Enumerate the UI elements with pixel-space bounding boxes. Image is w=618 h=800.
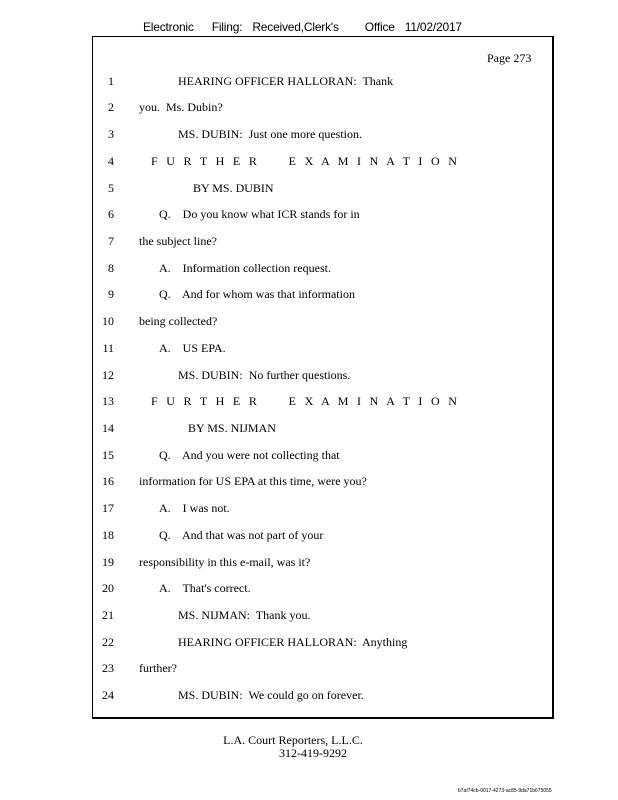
line-number: 6 bbox=[108, 207, 114, 221]
line-number: 9 bbox=[108, 287, 114, 301]
section-heading: F U R T H E R E X A M I N A T I O N bbox=[151, 154, 460, 168]
filing-header-office: Office bbox=[364, 20, 395, 34]
transcript-line bbox=[0, 367, 618, 383]
line-number: 24 bbox=[102, 688, 114, 702]
transcript-line bbox=[0, 634, 618, 650]
transcript-line bbox=[0, 527, 618, 543]
line-number: 13 bbox=[102, 394, 114, 408]
line-number: 22 bbox=[102, 635, 114, 649]
transcript-line bbox=[0, 554, 618, 570]
transcript-line bbox=[0, 580, 618, 596]
line-text: responsibility in this e-mail, was it? bbox=[139, 555, 311, 569]
line-text: Q. And for whom was that information bbox=[159, 287, 355, 301]
transcript-line bbox=[0, 393, 618, 409]
section-heading: F U R T H E R E X A M I N A T I O N bbox=[151, 394, 460, 408]
transcript-line bbox=[0, 260, 618, 276]
line-text: you. Ms. Dubin? bbox=[139, 100, 223, 114]
document-id: b7af74cb-0017-4273-ac85-9da71b675055 bbox=[458, 788, 552, 794]
line-text: further? bbox=[139, 661, 177, 675]
line-number: 23 bbox=[102, 661, 114, 675]
line-text: HEARING OFFICER HALLORAN: Anything bbox=[178, 635, 408, 649]
line-number: 8 bbox=[108, 261, 114, 275]
line-number: 10 bbox=[102, 314, 114, 328]
line-number: 12 bbox=[102, 368, 114, 382]
filing-header-filing: Filing: bbox=[211, 20, 243, 34]
line-number: 21 bbox=[102, 608, 114, 622]
line-text: MS. DUBIN: Just one more question. bbox=[178, 127, 362, 141]
transcript-line bbox=[0, 180, 618, 196]
line-text: BY MS. NIJMAN bbox=[188, 421, 276, 435]
transcript-line bbox=[0, 233, 618, 249]
transcript-line bbox=[0, 99, 618, 115]
page-number: Page 273 bbox=[487, 51, 532, 65]
line-number: 11 bbox=[102, 341, 114, 355]
footer-phone: 312-419-9292 bbox=[279, 746, 347, 760]
line-number: 15 bbox=[102, 448, 114, 462]
line-number: 16 bbox=[102, 474, 114, 488]
line-number: 14 bbox=[102, 421, 114, 435]
line-text: MS. DUBIN: No further questions. bbox=[178, 368, 351, 382]
filing-header-date: 11/02/2017 bbox=[404, 20, 462, 34]
line-number: 2 bbox=[108, 100, 114, 114]
line-text: being collected? bbox=[139, 314, 218, 328]
line-text: Q. And you were not collecting that bbox=[159, 448, 340, 462]
line-text: A. Information collection request. bbox=[159, 261, 331, 275]
transcript-line bbox=[0, 447, 618, 463]
line-number: 3 bbox=[108, 127, 114, 141]
line-text: MS. NIJMAN: Thank you. bbox=[178, 608, 311, 622]
line-text: BY MS. DUBIN bbox=[193, 181, 274, 195]
line-number: 5 bbox=[108, 181, 114, 195]
line-number: 18 bbox=[102, 528, 114, 542]
transcript-line bbox=[0, 286, 618, 302]
transcript-line bbox=[0, 473, 618, 489]
transcript-line bbox=[0, 500, 618, 516]
transcript-line bbox=[0, 126, 618, 142]
transcript-line bbox=[0, 687, 618, 703]
line-text: MS. DUBIN: We could go on forever. bbox=[178, 688, 364, 702]
transcript-line bbox=[0, 73, 618, 89]
line-text: HEARING OFFICER HALLORAN: Thank bbox=[178, 74, 394, 88]
line-text: A. I was not. bbox=[159, 501, 230, 515]
line-number: 1 bbox=[108, 74, 114, 88]
line-number: 20 bbox=[102, 581, 114, 595]
transcript-line bbox=[0, 153, 618, 169]
line-text: information for US EPA at this time, were you? bbox=[139, 474, 367, 488]
filing-header-received: Received,Clerk's bbox=[252, 20, 339, 34]
transcript-line bbox=[0, 607, 618, 623]
transcript-line bbox=[0, 420, 618, 436]
transcript-line bbox=[0, 313, 618, 329]
filing-header bbox=[143, 20, 462, 34]
transcript-line bbox=[0, 340, 618, 356]
line-number: 7 bbox=[108, 234, 114, 248]
line-number: 4 bbox=[108, 154, 114, 168]
transcript-line bbox=[0, 660, 618, 676]
line-text: Q. Do you know what ICR stands for in bbox=[159, 207, 360, 221]
line-number: 19 bbox=[102, 555, 114, 569]
line-number: 17 bbox=[102, 501, 114, 515]
filing-header-electronic: Electronic bbox=[143, 20, 194, 34]
line-text: the subject line? bbox=[139, 234, 217, 248]
line-text: A. US EPA. bbox=[159, 341, 226, 355]
line-text: A. That's correct. bbox=[159, 581, 251, 595]
footer-company: L.A. Court Reporters, L.L.C. bbox=[223, 733, 363, 747]
line-text: Q. And that was not part of your bbox=[159, 528, 324, 542]
transcript-line bbox=[0, 206, 618, 222]
